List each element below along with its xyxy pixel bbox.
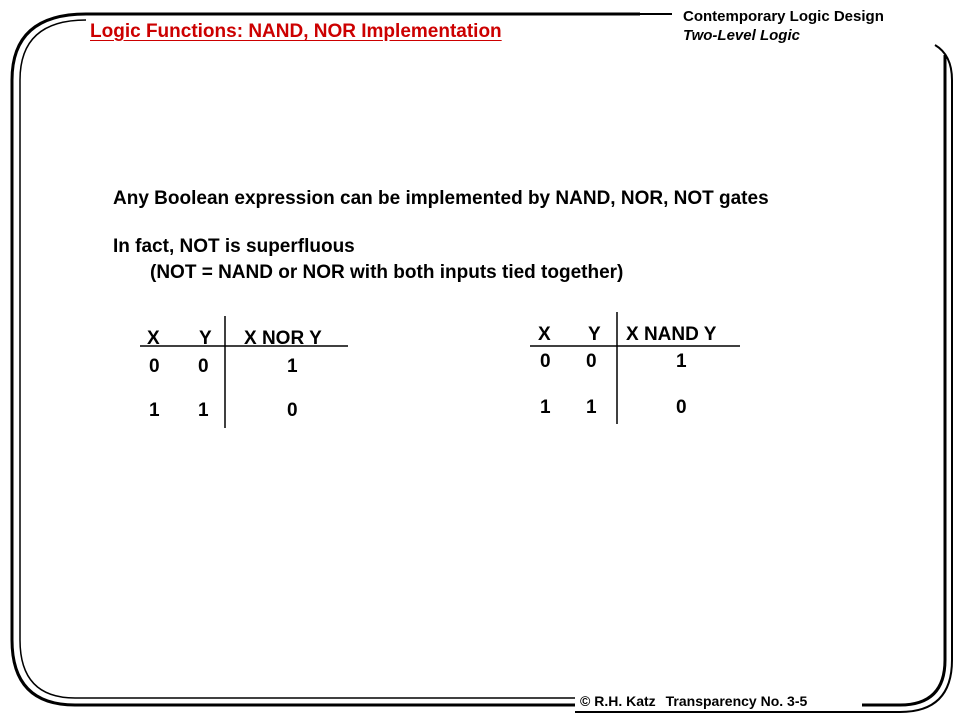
statement-line: In fact, NOT is superfluous [113, 236, 355, 257]
nand-cell: 1 [676, 351, 687, 372]
nand-header-y: Y [588, 324, 601, 345]
nand-cell: 0 [586, 351, 597, 372]
nand-cell: 0 [540, 351, 551, 372]
slide-title: Logic Functions: NAND, NOR Implementation [90, 21, 502, 42]
nand-cell: 0 [676, 397, 687, 418]
nand-header-x: X [538, 324, 551, 345]
course-subtitle: Two-Level Logic [683, 27, 800, 44]
nor-cell: 1 [287, 356, 298, 377]
statement-line: Any Boolean expression can be implemented by NAND, NOR, NOT gates [113, 188, 769, 209]
footer-transparency: Transparency No. 3-5 [665, 693, 808, 709]
nand-cell: 1 [586, 397, 597, 418]
nand-header-output: X NAND Y [626, 324, 717, 345]
footer [580, 693, 817, 709]
nor-cell: 0 [287, 400, 298, 421]
nor-cell: 1 [149, 400, 160, 421]
nor-cell: 0 [149, 356, 160, 377]
nor-header-output: X NOR Y [244, 328, 322, 349]
nand-cell: 1 [540, 397, 551, 418]
nor-header-y: Y [199, 328, 212, 349]
statement-subline: (NOT = NAND or NOR with both inputs tied together) [150, 262, 624, 283]
footer-copyright: © R.H. Katz [580, 693, 656, 709]
course-title: Contemporary Logic Design [683, 8, 884, 25]
nor-cell: 0 [198, 356, 209, 377]
nor-cell: 1 [198, 400, 209, 421]
nor-header-x: X [147, 328, 160, 349]
